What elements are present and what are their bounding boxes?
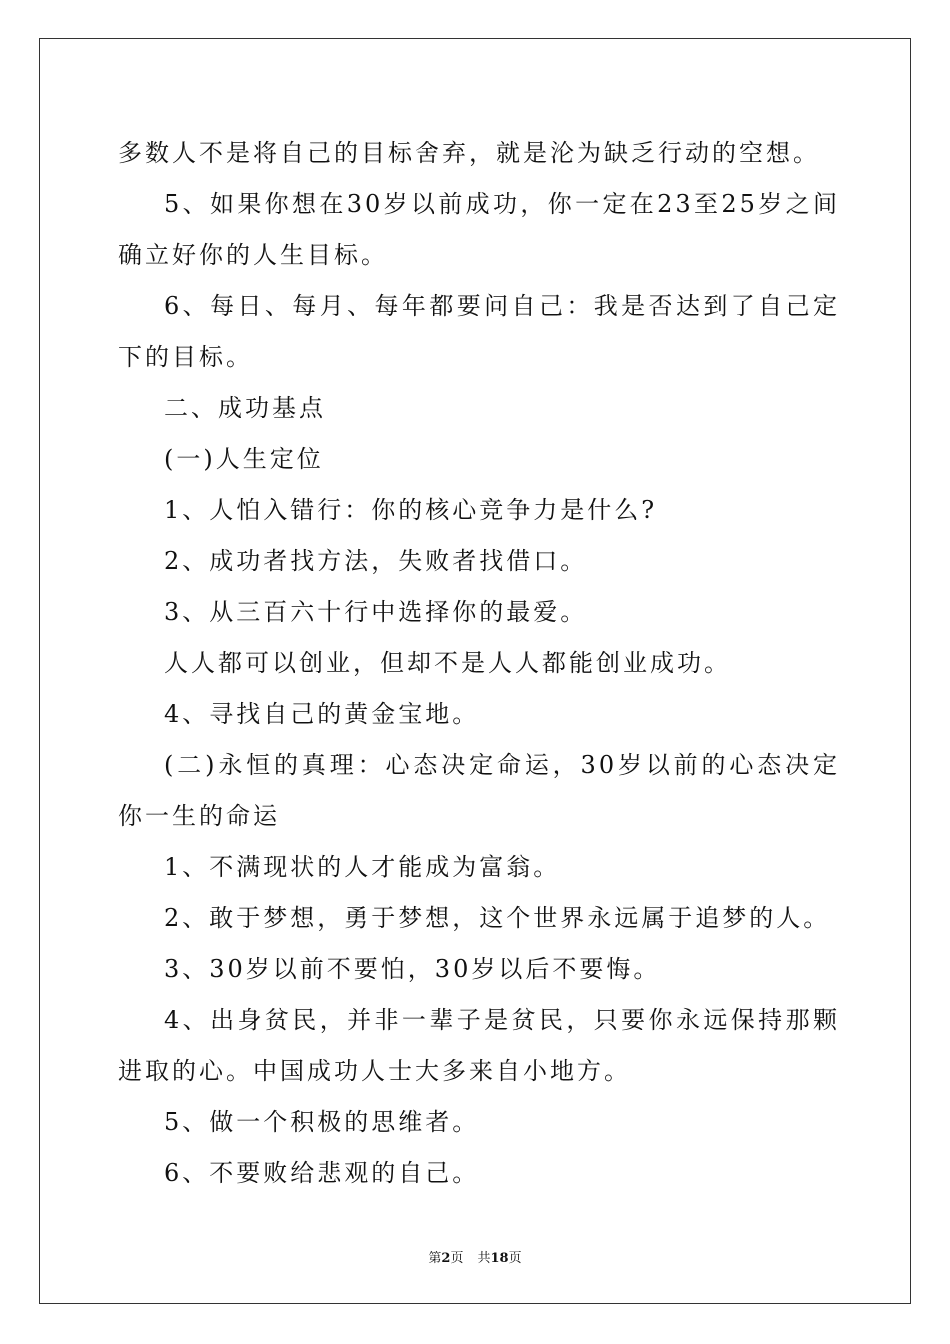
page-number: 2: [441, 1251, 451, 1266]
paragraph: 5、如果你想在30岁以前成功，你一定在23至25岁之间确立好你的人生目标。: [118, 190, 840, 269]
paragraph: 1、不满现状的人才能成为富翁。: [164, 853, 561, 881]
page-label-suffix: 页: [450, 1251, 464, 1266]
paragraph: 6、不要败给悲观的自己。: [164, 1159, 480, 1187]
document-body: [118, 128, 840, 1199]
page-label-prefix: 第: [428, 1251, 442, 1266]
paragraph: 多数人不是将自己的目标舍弃，就是沦为缺乏行动的空想。: [118, 139, 820, 167]
subsection-heading: (一)人生定位: [164, 445, 324, 473]
page-footer: [0, 1247, 950, 1266]
paragraph: 2、成功者找方法，失败者找借口。: [164, 547, 588, 575]
paragraph: 3、30岁以前不要怕，30岁以后不要悔。: [164, 955, 661, 983]
subsection-heading: (二)永恒的真理：心态决定命运，30岁以前的心态决定你一生的命运: [118, 751, 840, 830]
paragraph: 4、出身贫民，并非一辈子是贫民，只要你永远保持那颗进取的心。中国成功人士大多来自小地方。: [118, 1006, 840, 1085]
paragraph: 1、人怕入错行：你的核心竞争力是什么?: [164, 496, 658, 524]
paragraph: 4、寻找自己的黄金宝地。: [164, 700, 480, 728]
total-label-suffix: 页: [508, 1251, 522, 1266]
total-pages: 18: [490, 1251, 509, 1266]
paragraph: 2、敢于梦想，勇于梦想，这个世界永远属于追梦的人。: [164, 904, 831, 932]
paragraph: 3、从三百六十行中选择你的最爱。: [164, 598, 588, 626]
total-label-prefix: 共: [477, 1251, 491, 1266]
paragraph: 6、每日、每月、每年都要问自己：我是否达到了自己定下的目标。: [118, 292, 840, 371]
paragraph: 5、做一个积极的思维者。: [164, 1108, 480, 1136]
paragraph: 人人都可以创业，但却不是人人都能创业成功。: [164, 649, 731, 677]
section-heading: 二、成功基点: [164, 394, 326, 422]
